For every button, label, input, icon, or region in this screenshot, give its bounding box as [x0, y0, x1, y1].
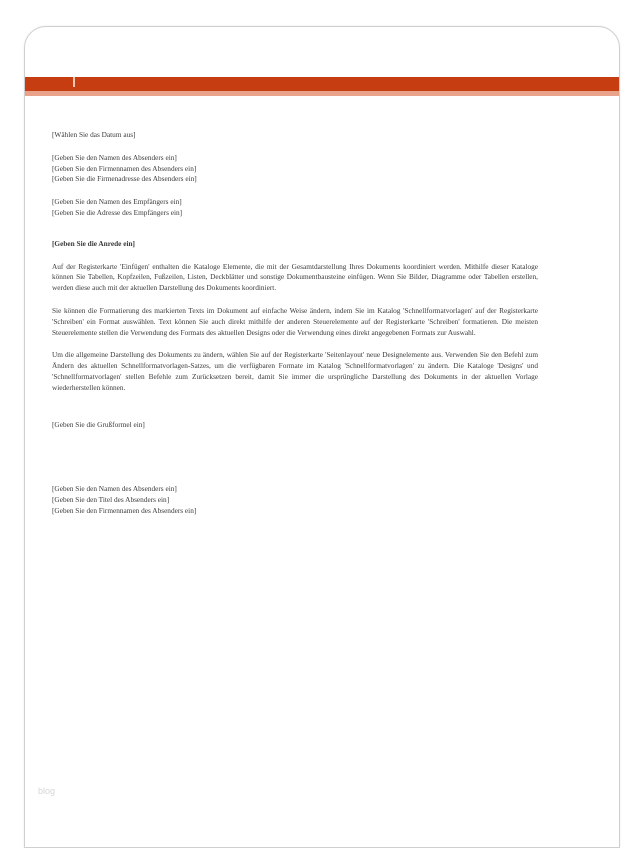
closing-field[interactable]: [Geben Sie die Grußformel ein] — [52, 419, 145, 429]
sender-block — [52, 153, 538, 185]
body-paragraph[interactable]: Sie können die Formatierung des markierten Texts im Dokument auf einfache Weise ändern, indem Sie im Katalog 'Schnellformatvorlagen' auf der Registerkarte 'Schreiben' ein Format auswählen. Text können Sie auch direkt mithilfe der anderen Steuerelemente auf der Registerkarte 'Schreiben' formatieren. Die meisten Steuerelemente stellen die Verwendung des Formats des aktuellen Designs oder die Verwendung eines direkt angegebenen Formats zur Auswahl. — [52, 305, 538, 337]
signature-name-field[interactable]: [Geben Sie den Namen des Absenders ein] — [52, 484, 177, 494]
letter-body — [52, 130, 538, 517]
sender-company-field[interactable]: [Geben Sie den Firmennamen des Absenders ein] — [52, 163, 197, 173]
salutation-field[interactable]: [Geben Sie die Anrede ein] — [52, 238, 135, 248]
recipient-block — [52, 197, 538, 219]
header-band-accent — [25, 91, 619, 96]
sender-name-field[interactable]: [Geben Sie den Namen des Absenders ein] — [52, 152, 177, 162]
header-band-mark — [73, 77, 75, 87]
signature-title-field[interactable]: [Geben Sie den Titel des Absenders ein] — [52, 495, 170, 505]
watermark-text: blog — [38, 786, 56, 796]
signature-block — [52, 484, 538, 516]
signature-company-field[interactable]: [Geben Sie den Firmennamen des Absenders ein] — [52, 505, 197, 515]
sender-address-field[interactable]: [Geben Sie die Firmenadresse des Absenders ein] — [52, 174, 197, 184]
body-paragraph[interactable]: Auf der Registerkarte 'Einfügen' enthalten die Kataloge Elemente, die mit der Gesamtdarstellung Ihres Dokuments koordiniert werden. Mithilfe dieser Kataloge können Sie Tabellen, Kopfzeilen, Fußzeilen, Listen, Deckblätter und sonstige Dokumentbausteine einfügen. Wenn Sie Bilder, Diagramme oder Tabellen erstellen, werden diese auch mit der aktuellen Darstellung des Dokuments koordiniert. — [52, 261, 538, 293]
header-band — [25, 77, 619, 91]
recipient-name-field[interactable]: [Geben Sie den Namen des Empfängers ein] — [52, 197, 182, 207]
date-field[interactable]: [Wählen Sie das Datum aus] — [52, 130, 136, 139]
body-paragraph[interactable]: Um die allgemeine Darstellung des Dokuments zu ändern, wählen Sie auf der Registerkarte 'Seitenlayout' neue Designelemente aus. Verwenden Sie den Befehl zum Ändern des aktuellen Schnellformatvorlagen-Satzes, um die verfügbaren Formate im Katalog 'Schnellformatvorlagen' zu ändern. Die Kataloge 'Designs' und 'Schnellformatvorlagen' stellen Befehle zum Zurücksetzen bereit, damit Sie immer die ursprüngliche Darstellung des Dokuments in der aktuellen Vorlage wiederherstellen können. — [52, 350, 538, 392]
recipient-address-field[interactable]: [Geben Sie die Adresse des Empfängers ein] — [52, 207, 183, 217]
